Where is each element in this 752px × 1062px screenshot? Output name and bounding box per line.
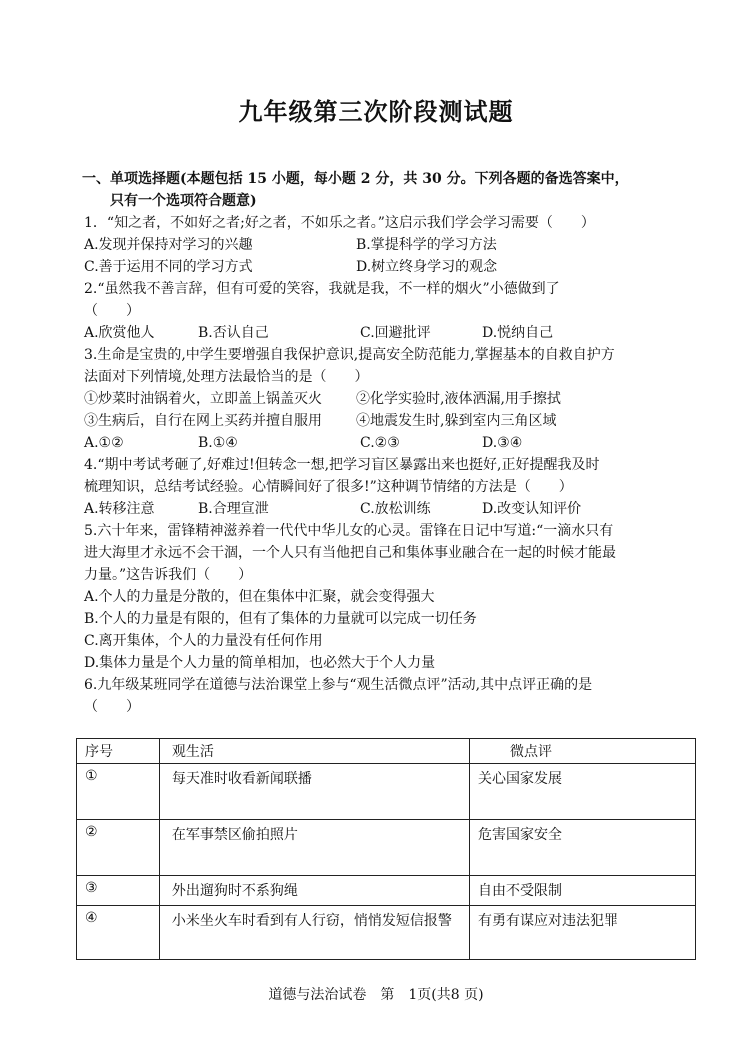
table-cell-life: 每天准时收看新闻联播 (159, 764, 469, 820)
table-header-life: 观生活 (159, 739, 469, 764)
table-row (77, 906, 696, 960)
question-2-stem-line1: 2.“虽然我不善言辞，但有可爱的笑容，我就是我，不一样的烟火”小德做到了 (84, 281, 560, 297)
question-5-option-d: D.集体力量是个人力量的简单相加，也必然大于个人力量 (84, 655, 436, 671)
question-5-stem-line1: 5.六十年来，雷锋精神滋养着一代代中华儿女的心灵。雷锋在日记中写道:“一滴水只有 (84, 523, 614, 539)
question-5-stem-line3: 力量。”这告诉我们（ ） (84, 567, 253, 583)
question-1-option-a: A.发现并保持对学习的兴趣 (84, 237, 253, 253)
table-header-row (77, 739, 696, 764)
table-cell-comment: 危害国家安全 (470, 820, 696, 876)
table-cell-number: ② (77, 820, 160, 876)
question-1-options-row2 (84, 256, 684, 278)
question-3-option-c: C.②③ (360, 435, 400, 451)
table-cell-life: 外出遛狗时不系狗绳 (159, 876, 469, 906)
question-5 (84, 520, 684, 674)
question-6-stem-line2: （ ） (84, 699, 140, 715)
question-3-stem-line2: 法面对下列情境,处理方法最恰当的是（ ） (84, 369, 369, 385)
question-4-options (84, 498, 684, 520)
question-3-items-row2 (84, 410, 684, 432)
question-1-option-b: B.掌提科学的学习方法 (356, 237, 497, 253)
table-cell-comment: 关心国家发展 (470, 764, 696, 820)
question-3-options (84, 432, 684, 454)
question-6 (84, 674, 684, 718)
question-5-option-b: B.个人的力量是有限的，但有了集体的力量就可以完成一切任务 (84, 611, 477, 627)
question-5-stem-line2: 进大海里才永远不会干涸，一个人只有当他把自己和集体事业融合在一起的时候才能最 (84, 545, 616, 561)
table-header-comment: 微点评 (470, 739, 696, 764)
table-cell-life: 小米坐火车时看到有人行窃，悄悄发短信报警 (159, 906, 469, 960)
question-2-stem-line2: （ ） (84, 303, 140, 319)
table-header-number: 序号 (77, 739, 160, 764)
question-4-stem-line1: 4.“期中考试考砸了,好难过!但转念一想,把学习盲区暴露出来也挺好,正好提醒我及时 (84, 457, 600, 473)
table-cell-number: ④ (77, 906, 160, 960)
question-4-option-b: B.合理宣泄 (198, 501, 269, 517)
question-3-item-4: ④地震发生时,躲到室内三角区域 (356, 413, 557, 429)
question-4 (84, 454, 684, 520)
question-3-option-d: D.③④ (482, 435, 523, 451)
question-3-option-b: B.①④ (198, 435, 238, 451)
question-2-option-d: D.悦纳自己 (482, 325, 554, 341)
page-footer: 道德与法治试卷 第 1页(共8 页) (268, 987, 484, 1003)
table-row (77, 876, 696, 906)
table-cell-comment: 自由不受限制 (470, 876, 696, 906)
question-3-stem-line1: 3.生命是宝贵的,中学生要增强自我保护意识,提高安全防范能力,掌握基本的自救自护方 (84, 347, 615, 363)
question-2-option-b: B.否认自己 (198, 325, 269, 341)
question-2-option-a: A.欣赏他人 (84, 325, 155, 341)
table-cell-number: ① (77, 764, 160, 820)
question-4-option-a: A.转移注意 (84, 501, 155, 517)
question-3-option-a: A.①② (84, 435, 124, 451)
question-5-option-a: A.个人的力量是分散的，但在集体中汇聚，就会变得强大 (84, 589, 435, 605)
table-cell-number: ③ (77, 876, 160, 906)
question-3-item-2: ②化学实验时,液体洒漏,用手擦拭 (356, 391, 561, 407)
question-3 (84, 344, 684, 454)
question-4-option-c: C.放松训练 (360, 501, 431, 517)
question-4-option-d: D.改变认知评价 (482, 501, 582, 517)
section-heading-line1: 一、单项选择题(本题包括 15 小题，每小题 2 分，共 30 分。下列各题的备选答案中， (82, 171, 629, 187)
question-2-options (84, 322, 684, 344)
table-cell-life: 在军事禁区偷拍照片 (159, 820, 469, 876)
page-title: 九年级第三次阶段测试题 (238, 97, 514, 126)
evaluation-table (76, 738, 696, 960)
section-heading (82, 168, 684, 212)
question-1-stem: 1．“知之者，不如好之者;好之者，不如乐之者。”这启示我们学会学习需要（ ） (84, 215, 595, 231)
question-2 (84, 278, 684, 344)
question-2-option-c: C.回避批评 (360, 325, 431, 341)
question-content (84, 168, 684, 718)
question-1 (84, 212, 684, 278)
question-4-stem-line2: 梳理知识，总结考试经验。心情瞬间好了很多!”这种调节情绪的方法是（ ） (84, 479, 573, 495)
question-5-option-c: C.离开集体，个人的力量没有任何作用 (84, 633, 323, 649)
table-row (77, 820, 696, 876)
question-1-option-d: D.树立终身学习的观念 (356, 259, 498, 275)
table-cell-comment: 有勇有谋应对违法犯罪 (470, 906, 696, 960)
section-heading-line2: 只有一个选项符合题意) (110, 193, 257, 209)
question-6-stem-line1: 6.九年级某班同学在道德与法治课堂上参与“观生活微点评”活动,其中点评正确的是 (84, 677, 593, 693)
question-1-options-row1 (84, 234, 684, 256)
question-3-items-row1 (84, 388, 684, 410)
question-1-option-c: C.善于运用不同的学习方式 (84, 259, 253, 275)
table-row (77, 764, 696, 820)
question-3-item-3: ③生病后，自行在网上买药并擅自服用 (84, 413, 322, 429)
question-3-item-1: ①炒菜时油锅着火，立即盖上锅盖灭火 (84, 391, 322, 407)
